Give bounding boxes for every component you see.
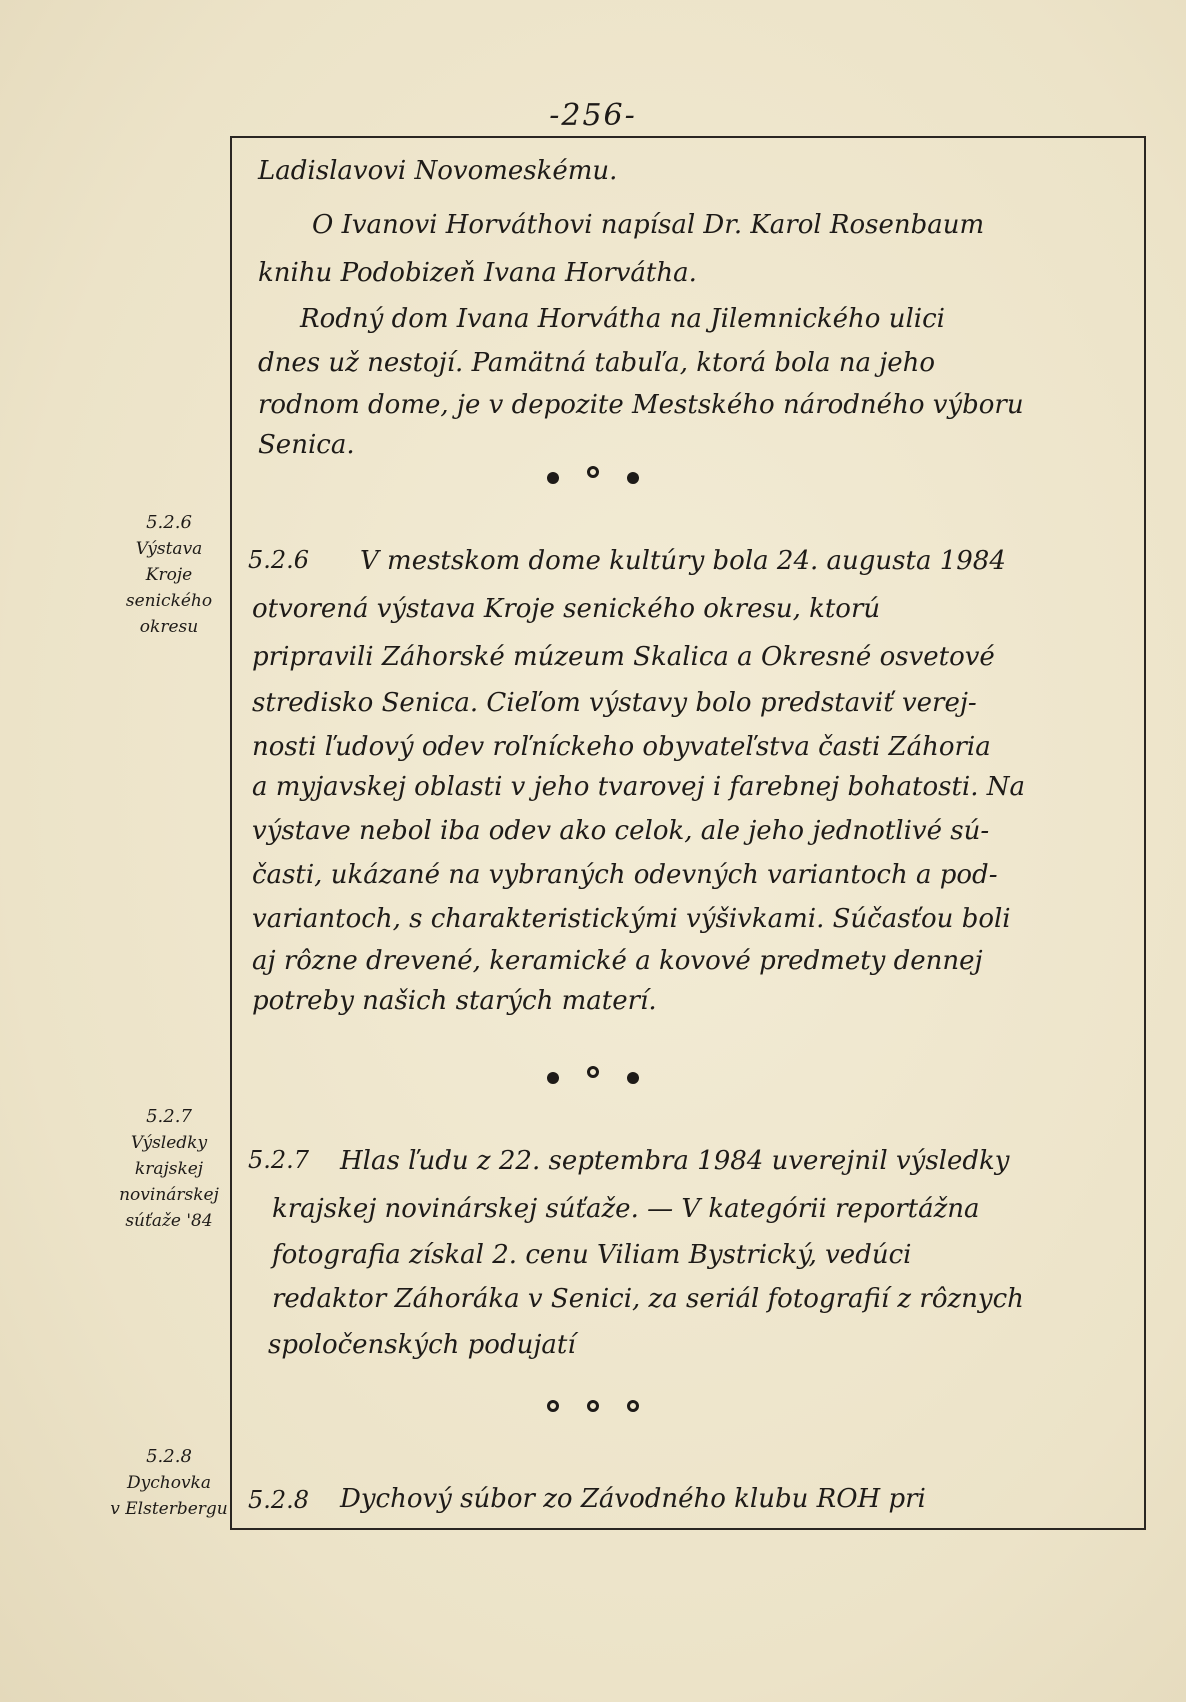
text-line: dnes už nestojí. Pamätná tabuľa, ktorá bola na jeho bbox=[258, 348, 936, 378]
margin-line: Dychovka bbox=[127, 1473, 211, 1493]
text-line: redaktor Záhoráka v Senici, za seriál fotografií z rôznych bbox=[272, 1284, 1024, 1314]
text-line: potreby našich starých materí. bbox=[252, 986, 657, 1016]
text-line: výstave nebol iba odev ako celok, ale jeho jednotlivé sú- bbox=[252, 816, 990, 846]
margin-note-527 bbox=[110, 1104, 228, 1234]
text-line: pripravili Záhorské múzeum Skalica a Okresné osvetové bbox=[252, 642, 995, 672]
section-number: 5.2.7 bbox=[248, 1146, 310, 1174]
text-line: krajskej novinárskej súťaže. — V kategórii reportážna bbox=[272, 1194, 980, 1224]
margin-section-number: 5.2.8 bbox=[146, 1446, 192, 1467]
margin-line: okresu bbox=[139, 617, 199, 637]
margin-line: v Elsterbergu bbox=[110, 1499, 228, 1519]
margin-line: Výsledky bbox=[130, 1133, 208, 1153]
text-line: stredisko Senica. Cieľom výstavy bolo predstaviť verej- bbox=[252, 688, 977, 718]
divider-ring bbox=[587, 1400, 599, 1412]
text-line: V mestskom dome kultúry bola 24. augusta 1984 bbox=[360, 546, 1006, 576]
text-line: a myjavskej oblasti v jeho tvarovej i farebnej bohatosti. Na bbox=[252, 772, 1025, 802]
divider-ring bbox=[587, 466, 599, 478]
margin-line: súťaže '84 bbox=[125, 1211, 213, 1231]
margin-note-528 bbox=[110, 1444, 228, 1522]
text-line: aj rôzne drevené, keramické a kovové predmety dennej bbox=[252, 946, 983, 976]
divider-ring bbox=[627, 1400, 639, 1412]
section-divider bbox=[0, 462, 1186, 492]
section-number: 5.2.6 bbox=[248, 546, 310, 574]
text-line: fotografia získal 2. cenu Viliam Bystrický, vedúci bbox=[272, 1240, 912, 1270]
text-line: Senica. bbox=[258, 430, 355, 460]
margin-line: novinárskej bbox=[119, 1185, 219, 1205]
text-line: rodnom dome, je v depozite Mestského národného výboru bbox=[258, 390, 1024, 420]
page-number: -256- bbox=[549, 98, 637, 133]
text-line: Rodný dom Ivana Horvátha na Jilemnického ulici bbox=[300, 304, 945, 334]
margin-line: Výstava bbox=[135, 539, 203, 559]
margin-note-526 bbox=[110, 510, 228, 640]
section-number: 5.2.8 bbox=[248, 1486, 310, 1514]
divider-ring bbox=[587, 1066, 599, 1078]
text-line: otvorená výstava Kroje senického okresu, ktorú bbox=[252, 594, 881, 624]
text-line: Hlas ľudu z 22. septembra 1984 uverejnil výsledky bbox=[340, 1146, 1010, 1176]
text-line: O Ivanovi Horváthovi napísal Dr. Karol Rosenbaum bbox=[312, 210, 985, 240]
divider-dot bbox=[547, 472, 559, 484]
divider-dot bbox=[627, 472, 639, 484]
margin-line: Kroje bbox=[145, 565, 193, 585]
margin-line: krajskej bbox=[134, 1159, 204, 1179]
section-divider bbox=[0, 1062, 1186, 1092]
text-line: časti, ukázané na vybraných odevných variantoch a pod- bbox=[252, 860, 998, 890]
text-line: spoločenských podujatí bbox=[268, 1330, 576, 1360]
divider-dot bbox=[547, 1072, 559, 1084]
text-line: Dychový súbor zo Závodného klubu ROH pri bbox=[340, 1484, 926, 1514]
text-line: Ladislavovi Novomeskému. bbox=[258, 156, 618, 186]
margin-line: senického bbox=[125, 591, 213, 611]
section-divider bbox=[0, 1396, 1186, 1426]
margin-section-number: 5.2.6 bbox=[146, 512, 192, 533]
text-line: variantoch, s charakteristickými výšivkami. Súčasťou boli bbox=[252, 904, 1011, 934]
divider-ring bbox=[547, 1400, 559, 1412]
text-line: nosti ľudový odev roľníckeho obyvateľstva časti Záhoria bbox=[252, 732, 991, 762]
margin-section-number: 5.2.7 bbox=[146, 1106, 192, 1127]
text-line: knihu Podobizeň Ivana Horvátha. bbox=[258, 258, 697, 288]
divider-dot bbox=[627, 1072, 639, 1084]
